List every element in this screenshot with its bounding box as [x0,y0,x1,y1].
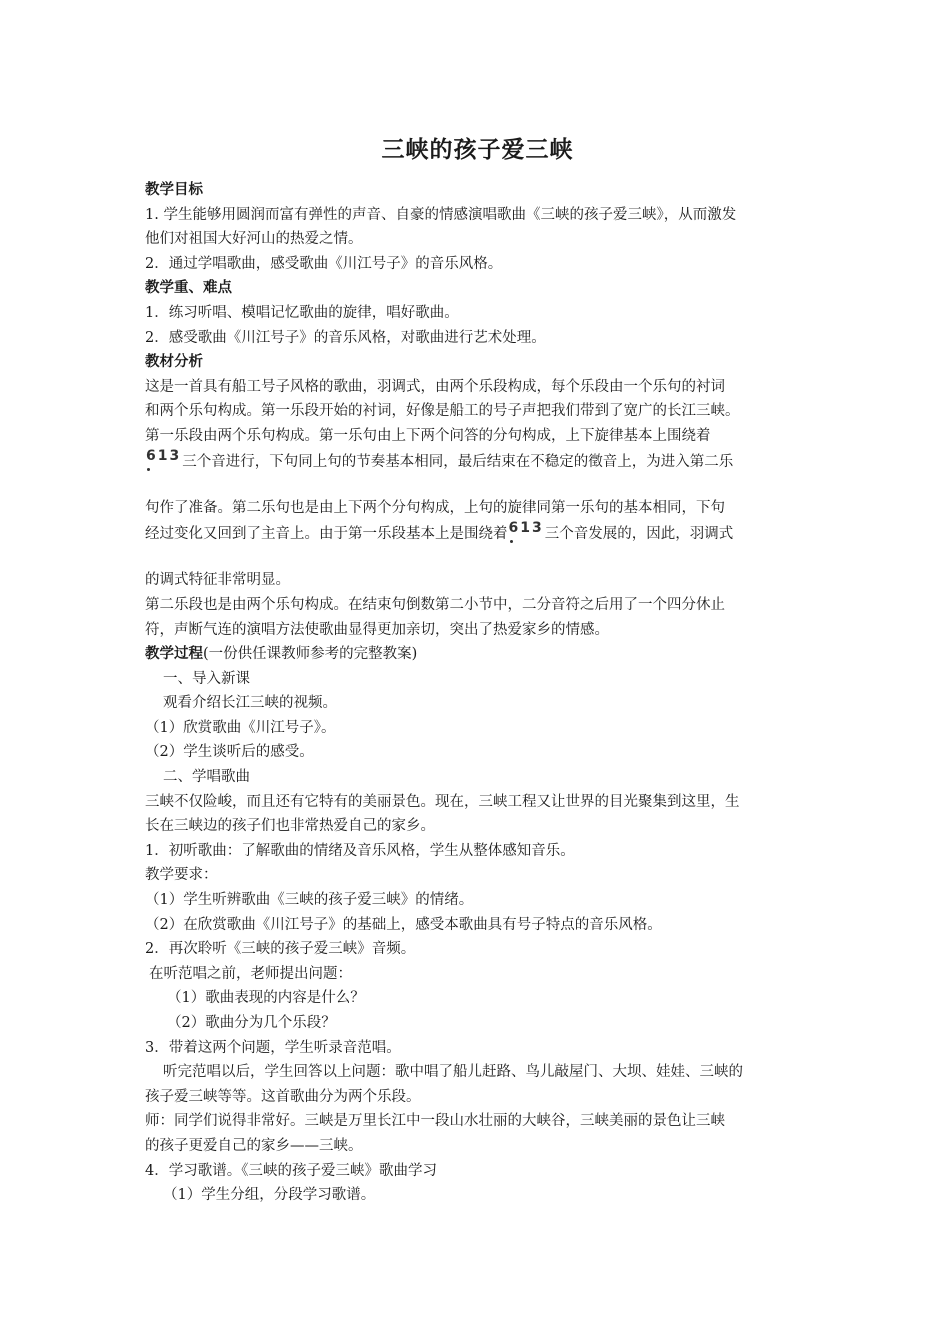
paragraph-line: 三峡不仅险峻，而且还有它特有的美丽景色。现在，三峡工程又让世界的目光聚集到这里，生 [145,793,740,810]
paragraph-line: 第一乐段由两个乐句构成。第一乐句由上下两个问答的分句构成，上下旋律基本上围绕着 [145,427,711,444]
list-item: 4．学习歌谱。《三峡的孩子爱三峡》歌曲学习 [145,1162,437,1179]
list-item: （1）歌曲表现的内容是什么？ [167,990,365,1007]
paragraph-line [145,449,810,475]
low-octave-dot [510,540,513,543]
paragraph-line: 这是一首具有船工号子风格的歌曲，羽调式，由两个乐段构成，每个乐段由一个乐句的衬词 [145,378,725,395]
list-item: （1）欣赏歌曲《川江号子》。 [145,719,336,736]
list-item: （2）学生谈听后的感受。 [145,744,314,761]
paragraph-line: 和两个乐句构成。第一乐段开始的衬词，好像是船工的号子声把我们带到了宽广的长江三峡。 [145,403,740,420]
paragraph-line: 教学要求： [145,867,218,884]
paragraph-line: 听完范唱以后，学生回答以上问题：歌中唱了船儿赶路、鸟儿敲屋门、大坝、娃娃、三峡的 [163,1064,743,1081]
list-item: 3．带着这两个问题，学生听录音范唱。 [145,1039,401,1056]
paragraph-line: 第二乐段也是由两个乐句构成。在结束句倒数第二小节中，二分音符之后用了一个四分休止 [145,596,725,613]
process-heading-note: (一份供任课教师参考的完整教案) [203,646,418,663]
low-octave-dot [147,468,150,471]
paragraph-line: 句作了准备。第二乐句也是由上下两个分句构成，上句的旋律同第一乐句的基本相同，下句 [145,500,725,517]
paragraph-line: 观看介绍长江三峡的视频。 [163,695,337,712]
document-title: 三峡的孩子爱三峡 [381,137,574,163]
list-item: （1）学生听辨歌曲《三峡的孩子爱三峡》的情绪。 [145,892,474,909]
section-heading-process [145,642,810,667]
paragraph-line: 的调式特征非常明显。 [145,572,290,589]
paragraph-line: 1. 学生能够用圆润而富有弹性的声音、自豪的情感演唱歌曲《三峡的孩子爱三峡》，从而激发 [145,206,737,223]
paragraph-line: 1．练习听唱、模唱记忆歌曲的旋律，唱好歌曲。 [145,304,459,321]
music-notation-image [508,521,545,535]
list-item: 1．初听歌曲：了解歌曲的情绪及音乐风格，学生从整体感知音乐。 [145,842,575,859]
paragraph-text: 三个音发展的，因此，羽调式 [544,525,734,542]
process-heading-text: 教学过程 [145,646,203,663]
paragraph-line: 师：同学们说得非常好。三峡是万里长江中一段山水壮丽的大峡谷，三峡美丽的景色让三峡 [145,1113,725,1130]
paragraph-line: 2．通过学唱歌曲，感受歌曲《川江号子》的音乐风格。 [145,255,503,272]
subsection-heading: 一、导入新课 [163,670,250,687]
paragraph-line: 他们对祖国大好河山的热爱之情。 [145,231,363,248]
section-heading-goals: 教学目标 [145,182,203,198]
paragraph-line: 长在三峡边的孩子们也非常热爱自己的家乡。 [145,818,435,835]
list-item: 2．再次聆听《三峡的孩子爱三峡》音频。 [145,941,416,958]
document-page [145,134,810,1208]
paragraph-text: 经过变化又回到了主音上。由于第一乐段基本上是围绕着 [145,525,508,542]
list-item: （1）学生分组，分段学习歌谱。 [163,1187,376,1204]
section-heading-key-points: 教学重、难点 [145,280,232,297]
list-item: （2）歌曲分为几个乐段？ [167,1015,336,1031]
paragraph-text: 三个音进行，下句同上句的节奏基本相同，最后结束在不稳定的徵音上，为进入第二乐 [182,453,734,470]
paragraph-line: 符，声断气连的演唱方法使歌曲显得更加亲切，突出了热爱家乡的情感。 [145,621,609,638]
paragraph-line: 孩子爱三峡等等。这首歌曲分为两个乐段。 [145,1088,421,1105]
notation-digits: 613 [146,448,182,464]
subsection-heading: 二、学唱歌曲 [163,769,250,786]
list-item: （2）在欣赏歌曲《川江号子》的基础上，感受本歌曲具有号子特点的音乐风格。 [145,916,662,933]
music-notation-image [145,449,182,463]
notation-digits: 613 [508,520,544,536]
section-heading-analysis: 教材分析 [145,354,203,371]
paragraph-line: 在听范唱之前，老师提出问题： [149,965,352,982]
paragraph-line: 的孩子更爱自己的家乡——三峡。 [145,1137,363,1154]
paragraph-line: 2．感受歌曲《川江号子》的音乐风格，对歌曲进行艺术处理。 [145,329,546,346]
paragraph-line [145,521,810,547]
